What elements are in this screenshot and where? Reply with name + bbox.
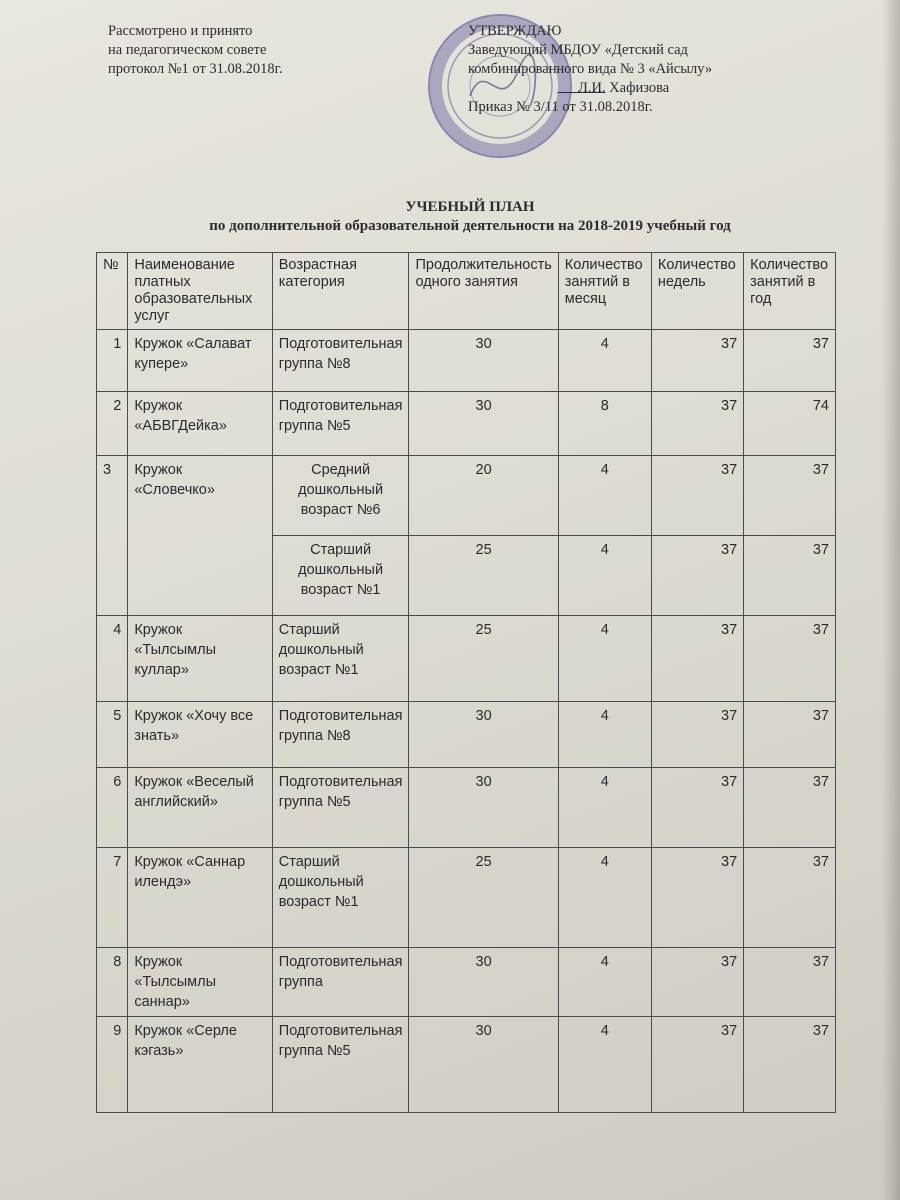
row-duration: 30: [409, 948, 558, 1017]
approval-line-2: на педагогическом совете: [108, 42, 267, 58]
table-row: [97, 1017, 836, 1113]
row-num: 6: [97, 768, 128, 848]
row-name: Кружок «Салават купере»: [128, 330, 272, 392]
header-age: Возрастная категория: [272, 253, 409, 330]
row-num: 7: [97, 848, 128, 948]
row-age: Подготовительная группа: [272, 948, 409, 1017]
row-num: 3: [97, 456, 128, 616]
row-age: Подготовительная группа №5: [272, 1017, 409, 1113]
row-num: 2: [97, 392, 128, 456]
row-duration: 30: [409, 330, 558, 392]
table-row: [97, 702, 836, 768]
table-row: [97, 948, 836, 1017]
row-num: 9: [97, 1017, 128, 1113]
row-per-month: 4: [558, 702, 651, 768]
row-name: Кружок «Тылсымлы саннар»: [128, 948, 272, 1017]
row-weeks: 37: [651, 330, 743, 392]
row-per-month: 4: [558, 768, 651, 848]
row-name: Кружок «Саннар илендэ»: [128, 848, 272, 948]
row-weeks: 37: [651, 1017, 743, 1113]
table-row: [97, 456, 836, 536]
row-duration: 30: [409, 392, 558, 456]
row-per-month: 8: [558, 392, 651, 456]
row-per-month: 4: [558, 948, 651, 1017]
row-per-year: 37: [744, 616, 836, 702]
row-duration: 20: [409, 456, 558, 536]
row-per-year: 37: [744, 1017, 836, 1113]
row-per-year: 37: [744, 702, 836, 768]
row-age: Старший дошкольный возраст №1: [272, 536, 409, 616]
row-age: Подготовительная группа №8: [272, 702, 409, 768]
table-row: [97, 616, 836, 702]
row-duration: 25: [409, 848, 558, 948]
signature-mark: [557, 78, 610, 93]
row-name: Кружок «Серле кэгазь»: [128, 1017, 272, 1113]
approval-note: [108, 22, 283, 79]
table-row: [97, 768, 836, 848]
curriculum-table: [96, 252, 836, 1113]
row-per-year: 37: [744, 768, 836, 848]
row-per-month: 4: [558, 536, 651, 616]
row-num: 1: [97, 330, 128, 392]
row-age: Средний дошкольный возраст №6: [272, 456, 409, 536]
order-number: Приказ № 3/11 от 31.08.2018г.: [468, 99, 653, 115]
row-age: Старший дошкольный возраст №1: [272, 848, 409, 948]
row-name: Кружок «АБВГДейка»: [128, 392, 272, 456]
row-age: Подготовительная группа №5: [272, 392, 409, 456]
row-num: 4: [97, 616, 128, 702]
row-per-month: 4: [558, 330, 651, 392]
approval-block: [468, 22, 712, 117]
header-per-month: Количество занятий в месяц: [558, 253, 651, 330]
header-name: Наименование платных образовательных услуг: [128, 253, 272, 330]
head-position: Заведующий МБДОУ «Детский сад: [468, 42, 688, 58]
row-name: Кружок «Словечко»: [128, 456, 272, 616]
row-per-year: 37: [744, 536, 836, 616]
row-weeks: 37: [651, 536, 743, 616]
row-weeks: 37: [651, 848, 743, 948]
row-weeks: 37: [651, 616, 743, 702]
row-weeks: 37: [651, 948, 743, 1017]
plan-subtitle: по дополнительной образовательной деятельности на 2018-2019 учебный год: [209, 218, 731, 234]
row-per-month: 4: [558, 1017, 651, 1113]
header-weeks: Количество недель: [651, 253, 743, 330]
row-num: 5: [97, 702, 128, 768]
row-per-year: 37: [744, 330, 836, 392]
head-name: Л.И. Хафизова: [578, 80, 670, 96]
row-duration: 25: [409, 616, 558, 702]
approve-heading: УТВЕРЖДАЮ: [468, 23, 562, 39]
row-duration: 25: [409, 536, 558, 616]
table-row: [97, 848, 836, 948]
row-weeks: 37: [651, 392, 743, 456]
table-row: [97, 392, 836, 456]
row-age: Подготовительная группа №8: [272, 330, 409, 392]
header-duration: Продолжительность одного занятия: [409, 253, 558, 330]
row-weeks: 37: [651, 456, 743, 536]
header-per-year: Количество занятий в год: [744, 253, 836, 330]
row-duration: 30: [409, 702, 558, 768]
row-per-month: 4: [558, 616, 651, 702]
row-per-month: 4: [558, 848, 651, 948]
table-row: [97, 330, 836, 392]
row-per-year: 37: [744, 456, 836, 536]
approval-line-1: Рассмотрено и принято: [108, 23, 253, 39]
row-weeks: 37: [651, 768, 743, 848]
document-title: [60, 198, 880, 236]
row-age: Старший дошкольный возраст №1: [272, 616, 409, 702]
row-duration: 30: [409, 768, 558, 848]
kindergarten-name: комбинированного вида № 3 «Айсылу»: [468, 61, 713, 77]
row-per-month: 4: [558, 456, 651, 536]
row-name: Кружок «Веселый английский»: [128, 768, 272, 848]
plan-title: УЧЕБНЫЙ ПЛАН: [405, 199, 535, 215]
row-per-year: 74: [744, 392, 836, 456]
row-age: Подготовительная группа №5: [272, 768, 409, 848]
approval-line-3: протокол №1 от 31.08.2018г.: [108, 61, 283, 77]
row-per-year: 37: [744, 948, 836, 1017]
row-num: 8: [97, 948, 128, 1017]
sheet-edge-shadow: [882, 0, 900, 1200]
table-header-row: [97, 253, 836, 330]
row-name: Кружок «Тылсымлы куллар»: [128, 616, 272, 702]
header-num: №: [97, 253, 128, 330]
row-weeks: 37: [651, 702, 743, 768]
row-name: Кружок «Хочу все знать»: [128, 702, 272, 768]
row-duration: 30: [409, 1017, 558, 1113]
row-per-year: 37: [744, 848, 836, 948]
